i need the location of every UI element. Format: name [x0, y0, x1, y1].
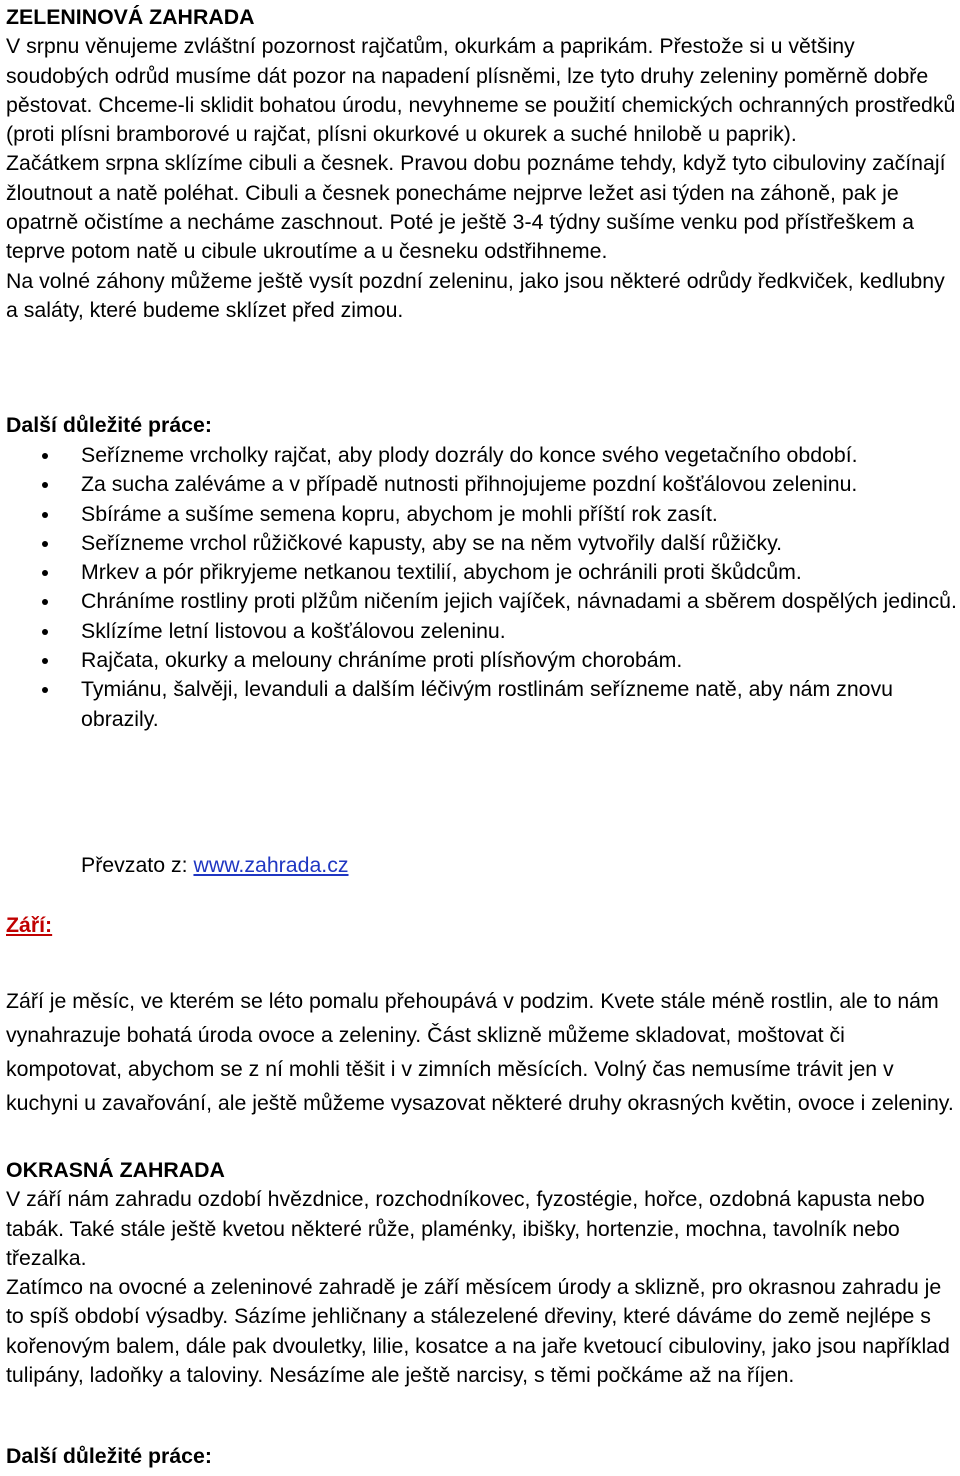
- vegetable-garden-section: [6, 3, 958, 325]
- ornamental-garden-section: [6, 1156, 960, 1390]
- list-item: Seřízneme vrcholky rajčat, aby plody dozrály do konce svého vegetačního období.: [6, 441, 958, 470]
- list-item: Mrkev a pór přikryjeme netkanou textilií, abychom je ochránili proti škůdcům.: [6, 558, 958, 587]
- tasks-list: [6, 441, 958, 734]
- bullet-icon: [42, 541, 48, 547]
- paragraph: Zatímco na ovocné a zeleninové zahradě je září měsícem úrody a sklizně, pro okrasnou zahradu je to spíš období výsadby. Sázíme jehličnany a stálezelené dřeviny, které dáváme do země nejlépe s kořenovým balem, dále pak dvouletky, lilie, kosatce a na jaře kvetoucí cibuloviny, jako jsou například tulipány, ladoňky a taloviny. Nesázíme ale ještě narcisy, s těmi počkáme až na říjen.: [6, 1275, 950, 1388]
- paragraph: Začátkem srpna sklízíme cibuli a česnek. Pravou dobu poznáme tehdy, když tyto cibuloviny začínají žloutnout a natě poléhat. Cibuli a česnek ponecháme nejprve ležet asi týden na záhoně, pak je opatrně očistíme a necháme zaschnout. Poté je ještě 3-4 týdny sušíme venku pod přístřeškem a teprve potom natě u cibule ukroutíme a u česneku odstřihneme.: [6, 151, 946, 264]
- other-tasks-heading: Další důležité práce:: [6, 1444, 212, 1468]
- list-item: Tymiánu, šalvěji, levanduli a dalším léčivým rostlinám seřízneme natě, aby nám znovu obrazily.: [6, 675, 958, 734]
- list-item: Sbíráme a sušíme semena kopru, abychom je mohli příští rok zasít.: [6, 500, 958, 529]
- other-tasks-heading: Další důležité práce:: [6, 413, 212, 437]
- bullet-icon: [42, 629, 48, 635]
- list-item: Za sucha zaléváme a v případě nutnosti přihnojujeme pozdní košťálovou zeleninu.: [6, 470, 958, 499]
- bullet-icon: [42, 599, 48, 605]
- list-item: Seřízneme vrchol růžičkové kapusty, aby se na něm vytvořily další růžičky.: [6, 529, 958, 558]
- paragraph: Na volné záhony můžeme ještě vysít pozdní zeleninu, jako jsou některé odrůdy ředkviček, kedlubny a saláty, které budeme sklízet před zimou.: [6, 268, 945, 322]
- list-item: Sklízíme letní listovou a košťálovou zeleninu.: [6, 617, 958, 646]
- month-intro: Září je měsíc, ve kterém se léto pomalu přehoupává v podzim. Kvete stále méně rostlin, ale to nám vynahrazuje bohatá úroda ovoce a zeleniny. Část sklizně můžeme skladovat, moštovat či kompotovat, abychom se z ní mohli těšit i v zimních měsících. Volný čas nemusíme trávit jen v kuchyni u zavařování, ale ještě můžeme vysazovat některé druhy okrasných květin, ovoce i zeleniny.: [6, 989, 954, 1115]
- section-title: OKRASNÁ ZAHRADA: [6, 1158, 225, 1182]
- bullet-icon: [42, 482, 48, 488]
- list-item: Chráníme rostliny proti plžům ničením jejich vajíček, návnadami a sběrem dospělých jedinců.: [6, 587, 958, 616]
- section-title: ZELENINOVÁ ZAHRADA: [6, 5, 255, 29]
- source-label: Převzato z:: [81, 853, 194, 877]
- bullet-icon: [42, 453, 48, 459]
- paragraph: V září nám zahradu ozdobí hvězdnice, rozchodníkovec, fyzostégie, hořce, ozdobná kapusta nebo tabák. Také stále ještě kvetou některé růže, plaménky, ibišky, hortenzie, mochna, tavolník nebo třezalka.: [6, 1187, 925, 1270]
- paragraph: V srpnu věnujeme zvláštní pozornost rajčatům, okurkám a paprikám. Přestože si u většiny soudobých odrůd musíme dát pozor na napadení plísněmi, lze tyto druhy zeleniny poměrně dobře pěstovat. Chceme-li sklidit bohatou úrodu, nevyhneme se použití chemických ochranných prostředků (proti plísni bramborové u rajčat, plísni okurkové u okurek a suché hnilobě u paprik).: [6, 34, 956, 147]
- source-link[interactable]: www.zahrada.cz: [193, 853, 349, 877]
- source-line: [81, 851, 349, 880]
- list-item: Rajčata, okurky a melouny chráníme proti plísňovým chorobám.: [6, 646, 958, 675]
- bullet-icon: [42, 570, 48, 576]
- month-heading: Září:: [6, 913, 53, 937]
- bullet-icon: [42, 658, 48, 664]
- bullet-icon: [42, 512, 48, 518]
- bullet-icon: [42, 687, 48, 693]
